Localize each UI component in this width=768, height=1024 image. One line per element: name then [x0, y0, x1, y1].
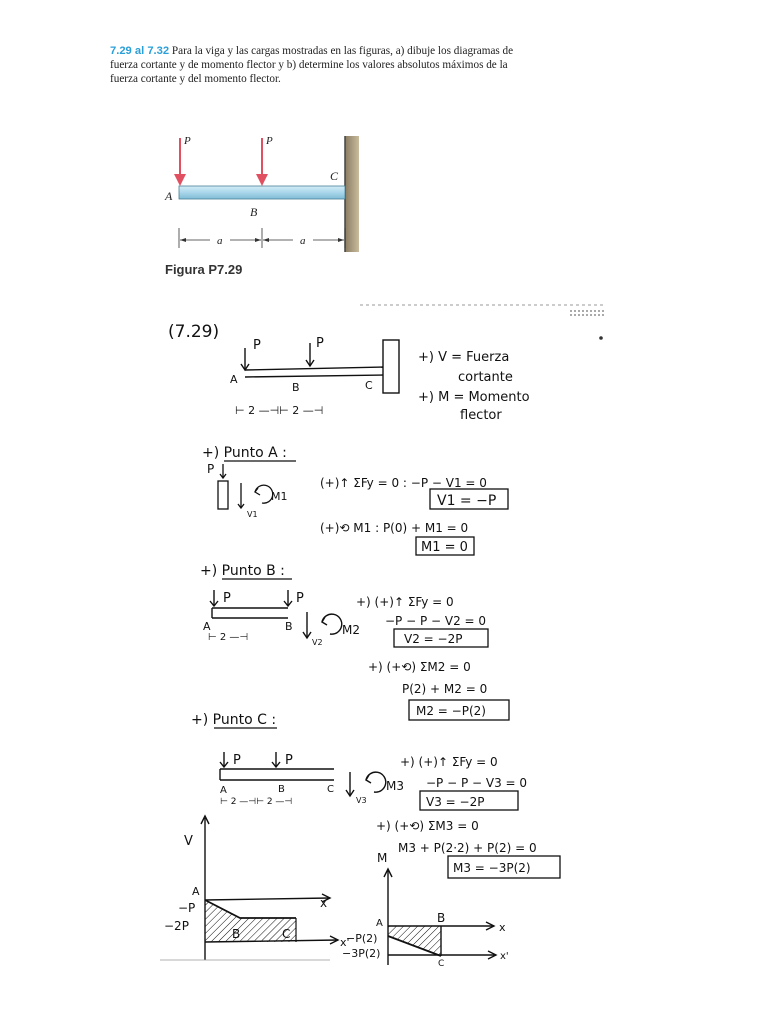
section-c-fbd: [220, 752, 386, 796]
notes-beam-p2: P: [316, 336, 324, 351]
shear-axis-x: x: [320, 896, 328, 910]
problem-text: Para la viga y las cargas mostradas en las figuras, a) dibuje los diagramas de fuerza cortante y de momento flector y b) determine los valores absolutos máximos de la fuerza cortante y del momento flector.: [110, 45, 514, 85]
notes-beam-b: B: [292, 381, 300, 394]
span-label-1: a: [217, 235, 223, 247]
section-c-p2: P: [285, 753, 293, 768]
section-c-c: C: [327, 784, 334, 795]
section-b-m: M2: [342, 623, 360, 637]
section-a-v: V1: [247, 510, 258, 519]
moment-axis-x: x: [499, 921, 506, 934]
section-b-eq1: +) (+)↑ ΣFy = 0: [356, 595, 454, 609]
notes-beam-c: C: [365, 379, 373, 392]
section-a-result1: V1 = −P: [437, 493, 497, 509]
moment-label-3p2: −3P(2): [342, 947, 381, 960]
section-b-result2: M2 = −P(2): [416, 704, 486, 718]
section-c-result1: V3 = −2P: [426, 795, 485, 809]
legend-v-line2: cortante: [458, 370, 513, 385]
section-b-p2: P: [296, 591, 304, 606]
notes-beam-a: A: [230, 373, 238, 386]
shear-label-a: A: [192, 885, 200, 898]
section-a-eq2: (+)⟲ M1 : P(0) + M1 = 0: [320, 521, 469, 535]
section-c-p1: P: [233, 753, 241, 768]
section-c-eq1: +) (+)↑ ΣFy = 0: [400, 755, 498, 769]
moment-label-a: A: [376, 918, 383, 929]
section-a-fbd: [218, 464, 273, 509]
shear-axis-v: V: [184, 834, 193, 849]
section-a-p: P: [207, 462, 215, 476]
notes-title: (7.29): [168, 322, 220, 342]
moment-label-b: B: [437, 911, 446, 925]
section-c-heading: +) Punto C :: [191, 712, 277, 728]
shear-label-2p: −2P: [164, 919, 189, 933]
shear-axis-x2: x': [340, 936, 350, 949]
section-c-result2: M3 = −3P(2): [453, 861, 531, 875]
section-b-heading: +) Punto B :: [200, 563, 285, 579]
section-c-eq1b: −P − P − V3 = 0: [426, 776, 528, 790]
section-a-m: M1: [271, 490, 288, 503]
point-c-label: C: [330, 169, 339, 183]
span-label-2: a: [300, 235, 306, 247]
moment-label-c: C: [438, 959, 445, 969]
notes-beam-dims: ⊢ 2 —⊣⊢ 2 —⊣: [235, 404, 324, 417]
section-b-result1: V2 = −2P: [404, 632, 463, 646]
load-label-2: P: [266, 135, 273, 147]
section-b-a: A: [203, 620, 211, 633]
shear-label-c: C: [282, 927, 291, 941]
section-a-heading: +) Punto A :: [202, 445, 287, 461]
section-c-eq2b: M3 + P(2·2) + P(2) = 0: [398, 841, 537, 855]
legend-m-line1: +) M = Momento: [418, 390, 530, 405]
section-b-b: B: [285, 620, 293, 633]
legend-m-line2: flector: [460, 408, 502, 423]
legend-v-line1: +) V = Fuerza: [418, 350, 510, 365]
section-c-b: B: [278, 784, 285, 795]
moment-axis-x2: x': [500, 951, 509, 962]
shear-label-p: −P: [178, 901, 196, 915]
section-b-eq1b: −P − P − V2 = 0: [385, 614, 487, 628]
notes-beam-p1: P: [253, 338, 261, 353]
section-b-v: V2: [312, 638, 323, 647]
section-c-v: V3: [356, 796, 367, 805]
section-a-result2: M1 = 0: [421, 540, 468, 555]
section-c-dims: ⊢ 2 —⊣⊢ 2 —⊣: [220, 797, 293, 807]
section-b-eq2b: P(2) + M2 = 0: [402, 682, 488, 696]
point-a-label: A: [165, 189, 173, 203]
load-label-1: P: [184, 135, 191, 147]
point-b-label: B: [250, 205, 258, 219]
moment-axis-m: M: [377, 851, 388, 865]
section-c-eq2: +) (+⟲) ΣM3 = 0: [376, 819, 479, 833]
section-b-p1: P: [223, 591, 231, 606]
section-c-m: M3: [386, 779, 404, 793]
shear-label-b: B: [232, 927, 241, 941]
problem-number: 7.29 al 7.32: [110, 45, 170, 57]
section-b-dims: ⊢ 2 —⊣: [208, 632, 249, 643]
section-a-eq1: (+)↑ ΣFy = 0 : −P − V1 = 0: [320, 476, 487, 490]
section-b-eq2: +) (+⟲) ΣM2 = 0: [368, 660, 471, 674]
section-c-a: A: [220, 785, 227, 796]
moment-label-p2: −P(2): [346, 932, 378, 945]
figure-caption: Figura P7.29: [165, 262, 243, 277]
